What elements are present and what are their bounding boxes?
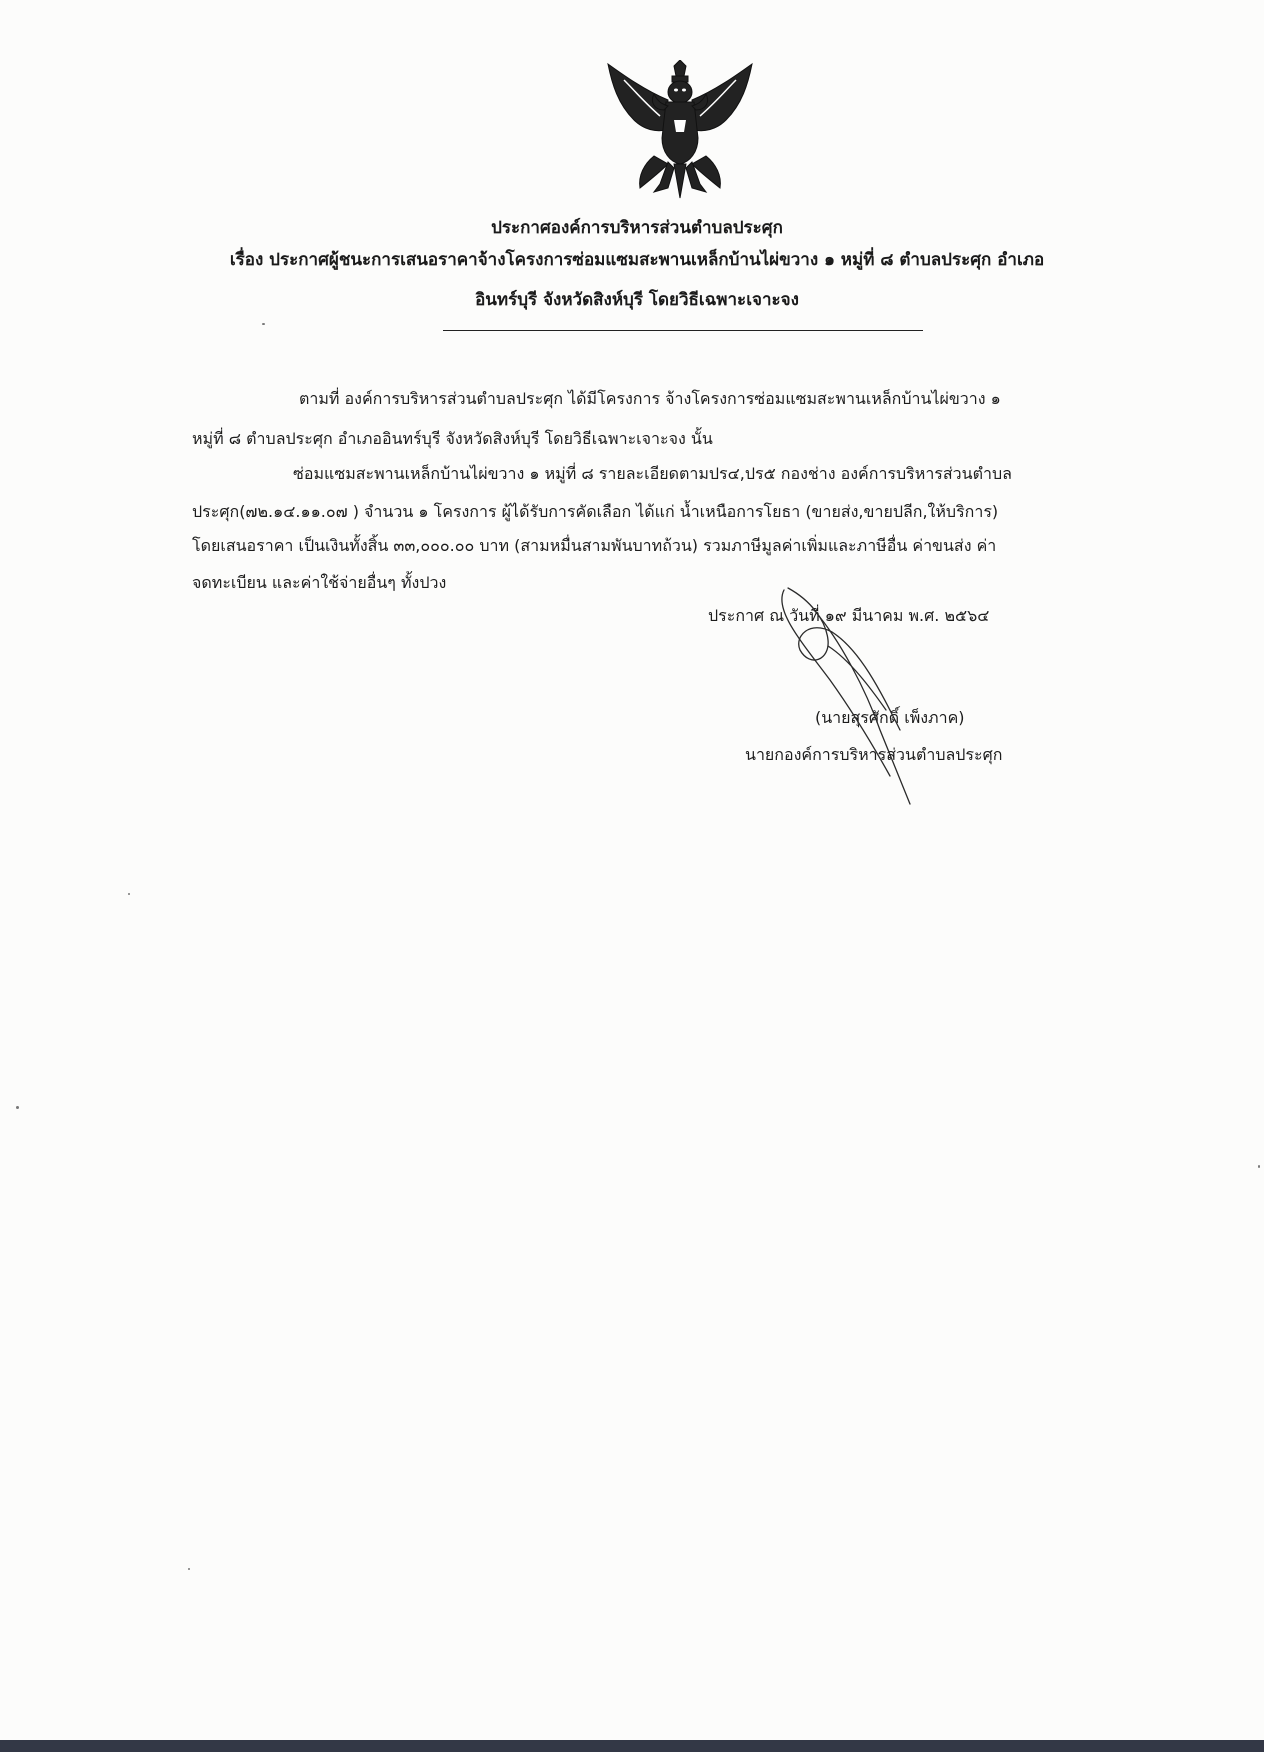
subject-line-1: เรื่อง ประกาศผู้ชนะการเสนอราคาจ้างโครงการซ่อมแซมสะพานเหล็กบ้านไผ่ขวาง ๑ หมู่ที่ ๘ ตำบลประศุก อำเภอ [229, 250, 1045, 270]
scan-bottom-edge [0, 1740, 1264, 1752]
scan-speck [128, 893, 130, 895]
header-divider [443, 330, 923, 331]
announcement-date: ประกาศ ณ วันที่ ๑๙ มีนาคม พ.ศ. ๒๕๖๔ [708, 606, 990, 625]
announcement-heading: ประกาศองค์การบริหารส่วนตำบลประศุก [491, 218, 783, 238]
signatory-title: นายกองค์การบริหารส่วนตำบลประศุก [745, 745, 1003, 764]
scan-speck [1258, 1165, 1260, 1168]
body-line-6: จดทะเบียน และค่าใช้จ่ายอื่นๆ ทั้งปวง [192, 573, 447, 592]
scan-speck [188, 1568, 190, 1570]
subject-line-2: อินทร์บุรี จังหวัดสิงห์บุรี โดยวิธีเฉพาะเจาะจง [475, 290, 799, 310]
body-line-1: ตามที่ องค์การบริหารส่วนตำบลประศุก ได้มีโครงการ จ้างโครงการซ่อมแซมสะพานเหล็กบ้านไผ่ขวาง ๑ [299, 389, 1001, 408]
body-line-3: ซ่อมแซมสะพานเหล็กบ้านไผ่ขวาง ๑ หมู่ที่ ๘ รายละเอียดตามปร๔,ปร๕ กองช่าง องค์การบริหารส่วนตำบล [293, 464, 1012, 483]
signatory-name: (นายสุรศักดิ์ เพ็งภาค) [815, 708, 965, 727]
body-line-4: ประศุก(๗๒.๑๔.๑๑.๐๗ ) จำนวน ๑ โครงการ ผู้ได้รับการคัดเลือก ได้แก่ น้ำเหนือการโยธา (ขายส่ง,ขายปลีก,ให้บริการ) [192, 502, 999, 521]
scan-speck [16, 1106, 19, 1109]
garuda-emblem-icon [604, 60, 756, 200]
scan-speck [262, 323, 265, 325]
handwritten-signature-icon [770, 580, 970, 810]
body-line-2: หมู่ที่ ๘ ตำบลประศุก อำเภออินทร์บุรี จังหวัดสิงห์บุรี โดยวิธีเฉพาะเจาะจง นั้น [192, 429, 713, 448]
body-line-5: โดยเสนอราคา เป็นเงินทั้งสิ้น ๓๓,๐๐๐.๐๐ บาท (สามหมื่นสามพันบาทถ้วน) รวมภาษีมูลค่าเพิ่มและภาษีอื่น ค่าขนส่ง ค่า [192, 536, 997, 555]
